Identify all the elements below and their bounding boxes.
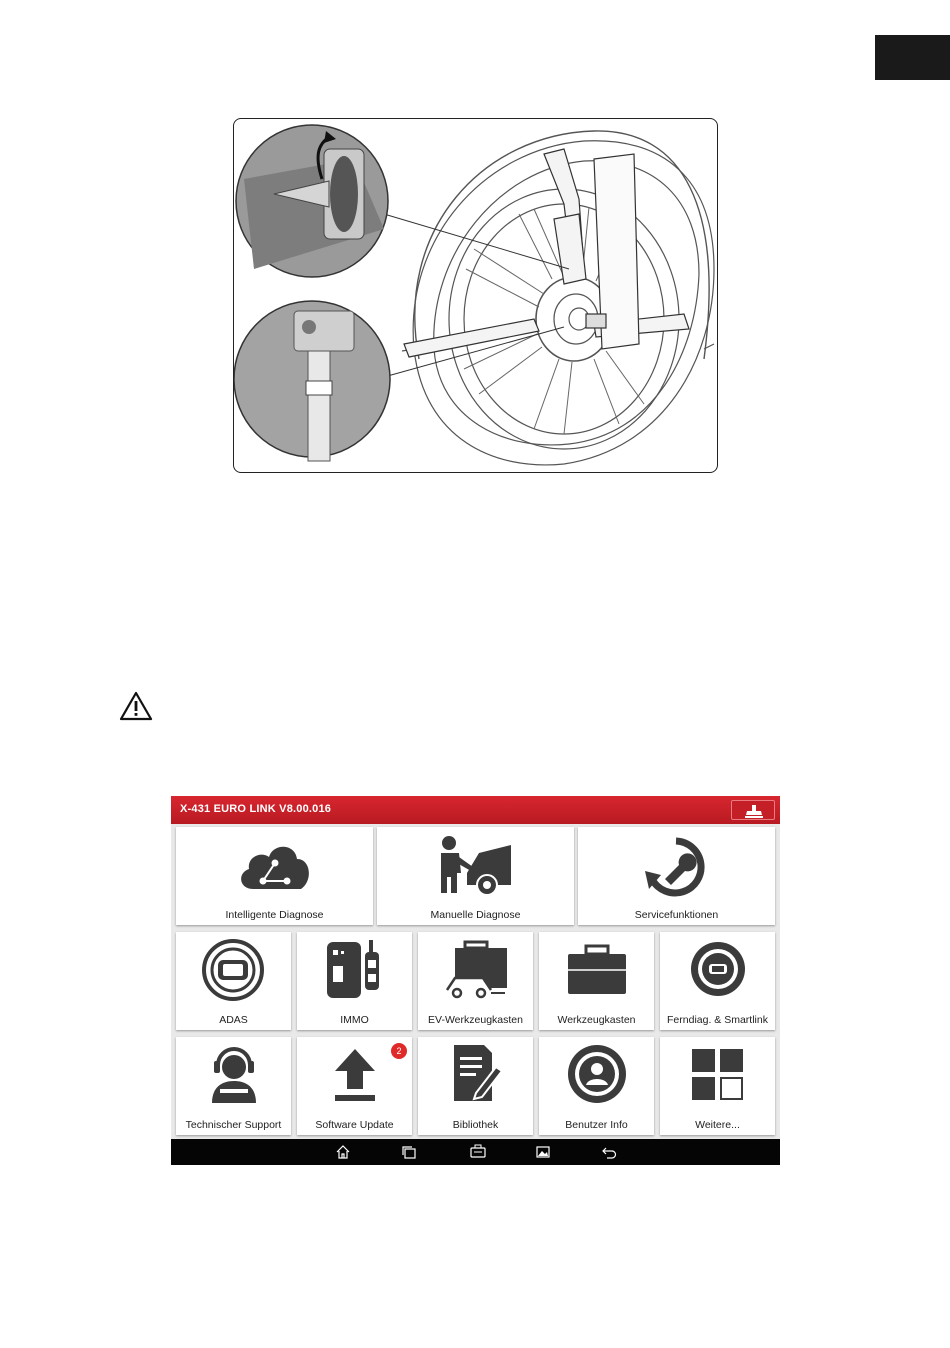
- back-icon[interactable]: [601, 1144, 617, 1160]
- vci-icon[interactable]: [468, 1144, 488, 1160]
- title-bar: [171, 796, 780, 824]
- tile-label: Benutzer Info: [565, 1119, 628, 1131]
- tile-label: Software Update: [315, 1119, 394, 1131]
- tile-bibliothek[interactable]: [418, 1037, 533, 1135]
- chapter-tab: [875, 35, 950, 80]
- tile-label: Ferndiag. & Smartlink: [667, 1014, 768, 1026]
- upload-arrow-icon: [331, 1045, 379, 1105]
- tablet-screen: [171, 796, 780, 1165]
- tile-weitere[interactable]: [660, 1037, 775, 1135]
- tile-technischer-support[interactable]: [176, 1037, 291, 1135]
- tile-label: Manuelle Diagnose: [430, 909, 521, 921]
- adas-car-radar-icon: [201, 938, 265, 1002]
- tile-label: IMMO: [340, 1014, 369, 1026]
- steering-wheel-icon: [688, 938, 748, 1000]
- tile-servicefunktionen[interactable]: [578, 827, 775, 925]
- document-edit-icon: [450, 1043, 504, 1105]
- cloud-diagnose-icon: [235, 837, 315, 897]
- app-title: X-431 EURO LINK V8.00.016: [180, 803, 332, 815]
- tile-label: Technischer Support: [185, 1119, 282, 1131]
- tile-werkzeugkasten[interactable]: [539, 932, 654, 1030]
- tile-manuelle-diagnose[interactable]: [377, 827, 574, 925]
- warning-icon: [118, 690, 154, 722]
- tile-benutzer-info[interactable]: [539, 1037, 654, 1135]
- wheel-clamp-illustration: [233, 118, 718, 473]
- android-navbar: [171, 1139, 780, 1165]
- tile-software-update[interactable]: [297, 1037, 412, 1135]
- toolbox-icon: [566, 940, 628, 1000]
- user-button[interactable]: [731, 800, 775, 820]
- tile-label: Servicefunktionen: [634, 909, 719, 921]
- home-icon[interactable]: [335, 1144, 351, 1160]
- recent-apps-icon[interactable]: [401, 1144, 417, 1160]
- tile-label: Bibliothek: [452, 1119, 499, 1131]
- mechanic-car-icon: [437, 833, 515, 899]
- user-circle-icon: [566, 1043, 628, 1105]
- screenshot-icon[interactable]: [535, 1144, 551, 1160]
- user-stamp-icon: [732, 801, 776, 821]
- grid-more-icon: [690, 1047, 746, 1103]
- update-count-badge: 2: [391, 1043, 407, 1059]
- tile-immo[interactable]: [297, 932, 412, 1030]
- service-wrench-icon: [643, 835, 709, 899]
- tile-intelligente-diagnose[interactable]: [176, 827, 373, 925]
- immo-key-icon: [325, 938, 385, 1002]
- tile-adas[interactable]: [176, 932, 291, 1030]
- tile-label: Intelligente Diagnose: [225, 909, 324, 921]
- tile-ev-werkzeugkasten[interactable]: [418, 932, 533, 1030]
- tile-ferndiag-smartlink[interactable]: [660, 932, 775, 1030]
- tile-label: ADAS: [219, 1014, 248, 1026]
- ev-toolbox-icon: [443, 938, 509, 1002]
- support-headset-icon: [206, 1043, 262, 1107]
- tile-label: EV-Werkzeugkasten: [428, 1014, 523, 1026]
- tile-label: Weitere...: [695, 1119, 740, 1131]
- tile-label: Werkzeugkasten: [557, 1014, 636, 1026]
